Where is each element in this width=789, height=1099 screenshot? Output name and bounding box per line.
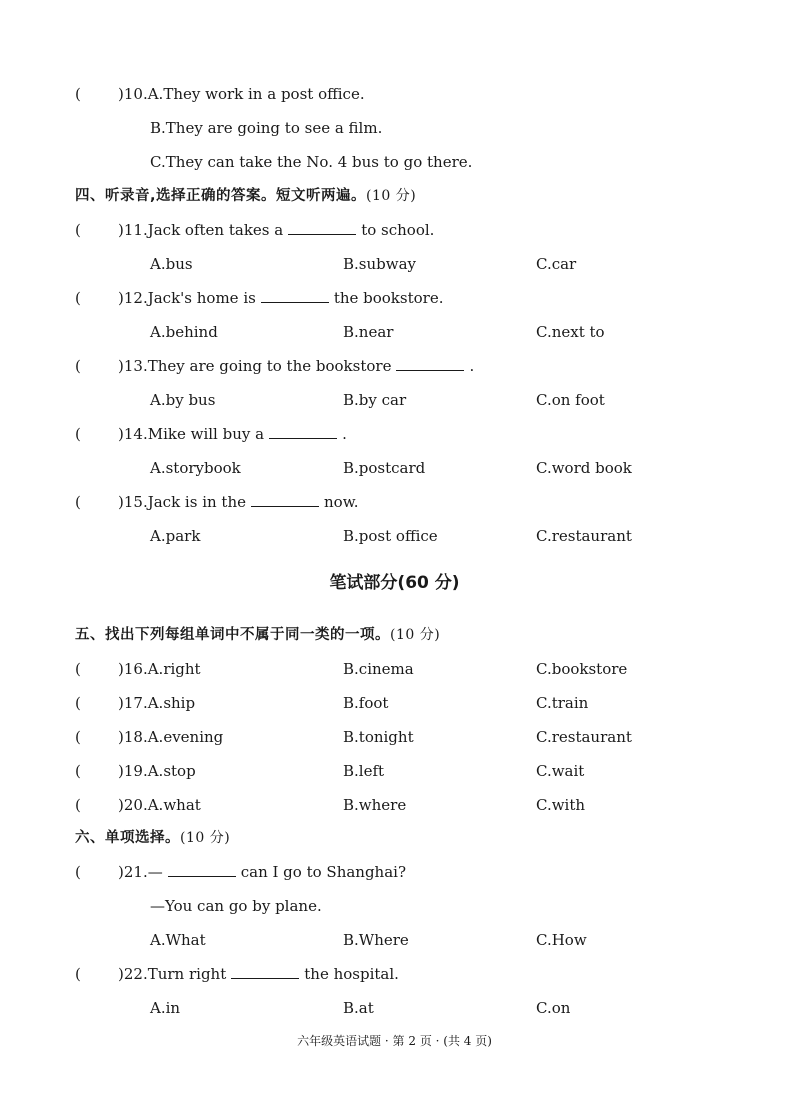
option-a: A.behind bbox=[150, 323, 218, 341]
fill-blank[interactable] bbox=[168, 862, 236, 877]
option-b: B.at bbox=[343, 999, 374, 1017]
option-c: C.restaurant bbox=[536, 527, 632, 545]
option-c: C.restaurant bbox=[536, 728, 632, 746]
option-a: A.ship bbox=[147, 694, 196, 712]
option-a: A.bus bbox=[150, 255, 193, 273]
answer-bracket[interactable]: ( bbox=[75, 660, 81, 678]
option-a: A.stop bbox=[147, 762, 196, 780]
question-14-options bbox=[0, 451, 789, 485]
section-4-heading: 四、听录音,选择正确的答案。短文听两遍。(10 分) bbox=[75, 188, 417, 204]
option-c: C.wait bbox=[536, 762, 585, 780]
section-6-heading: 六、单项选择。(10 分) bbox=[75, 830, 231, 846]
answer-bracket[interactable]: ( bbox=[75, 289, 81, 307]
option-c: C.word book bbox=[536, 459, 632, 477]
option-c: C.with bbox=[536, 796, 586, 814]
question-11: ( )11.Jack often takes a to school. bbox=[0, 213, 789, 247]
option-a: A.They work in a post office. bbox=[147, 85, 365, 103]
answer-bracket[interactable]: ( bbox=[75, 221, 81, 239]
fill-blank[interactable] bbox=[396, 356, 464, 371]
option-c: C.on foot bbox=[536, 391, 605, 409]
answer-bracket[interactable]: ( bbox=[75, 796, 81, 814]
fill-blank[interactable] bbox=[269, 424, 337, 439]
question-21: ( )21.— can I go to Shanghai? bbox=[0, 855, 789, 889]
option-c: C.train bbox=[536, 694, 589, 712]
question-number: )10. bbox=[118, 85, 148, 103]
option-b: B.post office bbox=[343, 527, 438, 545]
option-a: A.by bus bbox=[150, 391, 216, 409]
fill-blank[interactable] bbox=[261, 288, 329, 303]
option-a: A.what bbox=[147, 796, 201, 814]
option-b: B.postcard bbox=[343, 459, 426, 477]
option-b: B.subway bbox=[343, 255, 417, 273]
question-20: ( )20.A.what B.where C.with bbox=[0, 788, 789, 822]
question-19: ( )19.A.stop B.left C.wait bbox=[0, 754, 789, 788]
question-17: ( )17.A.ship B.foot C.train bbox=[0, 686, 789, 720]
option-a: A.evening bbox=[147, 728, 224, 746]
option-c: C.next to bbox=[536, 323, 605, 341]
question-22-options bbox=[0, 991, 789, 1025]
option-c: C.on bbox=[536, 999, 571, 1017]
answer-bracket[interactable]: ( bbox=[75, 965, 81, 983]
answer-bracket[interactable]: ( bbox=[75, 762, 81, 780]
answer-bracket[interactable]: ( bbox=[75, 728, 81, 746]
question-21-options bbox=[0, 923, 789, 957]
option-b: B.foot bbox=[343, 694, 389, 712]
option-a: A.storybook bbox=[150, 459, 241, 477]
option-a: A.What bbox=[150, 931, 206, 949]
question-15-options bbox=[0, 519, 789, 553]
question-12: ( )12.Jack's home is the bookstore. bbox=[0, 281, 789, 315]
option-b: B.left bbox=[343, 762, 385, 780]
option-c: C.How bbox=[536, 931, 587, 949]
fill-blank[interactable] bbox=[251, 492, 319, 507]
question-10 bbox=[0, 77, 789, 111]
option-b: B.by car bbox=[343, 391, 407, 409]
option-b: B.Where bbox=[343, 931, 409, 949]
question-18: ( )18.A.evening B.tonight C.restaurant bbox=[0, 720, 789, 754]
answer-bracket[interactable]: ( bbox=[75, 694, 81, 712]
option-c: C.car bbox=[536, 255, 577, 273]
section-5-heading: 五、找出下列每组单词中不属于同一类的一项。(10 分) bbox=[75, 627, 441, 643]
option-b: B.near bbox=[343, 323, 394, 341]
answer-bracket[interactable]: ( bbox=[75, 863, 81, 881]
question-21-reply: —You can go by plane. bbox=[150, 897, 322, 915]
question-10-option-c: C.They can take the No. 4 bus to go there. bbox=[150, 153, 473, 171]
page-footer: 六年级英语试题 · 第 2 页 · (共 4 页) bbox=[297, 1034, 492, 1048]
option-a: A.right bbox=[147, 660, 201, 678]
answer-bracket[interactable]: ( bbox=[75, 493, 81, 511]
question-10-option-b: B.They are going to see a film. bbox=[150, 119, 383, 137]
question-13-options bbox=[0, 383, 789, 417]
fill-blank[interactable] bbox=[288, 220, 356, 235]
option-b: B.where bbox=[343, 796, 407, 814]
question-12-options bbox=[0, 315, 789, 349]
question-15: ( )15.Jack is in the now. bbox=[0, 485, 789, 519]
question-16: ( )16.A.right B.cinema C.bookstore bbox=[0, 652, 789, 686]
option-c: C.bookstore bbox=[536, 660, 628, 678]
question-13: ( )13.They are going to the bookstore . bbox=[0, 349, 789, 383]
option-a: A.in bbox=[150, 999, 181, 1017]
written-part-title: 笔试部分(60 分) bbox=[329, 573, 460, 593]
answer-bracket[interactable]: ( bbox=[75, 357, 81, 375]
question-11-options bbox=[0, 247, 789, 281]
question-14: ( )14.Mike will buy a . bbox=[0, 417, 789, 451]
option-b: B.cinema bbox=[343, 660, 414, 678]
option-b: B.tonight bbox=[343, 728, 414, 746]
question-22: ( )22.Turn right the hospital. bbox=[0, 957, 789, 991]
fill-blank[interactable] bbox=[231, 964, 299, 979]
answer-bracket[interactable]: ( bbox=[75, 85, 81, 103]
option-a: A.park bbox=[150, 527, 201, 545]
answer-bracket[interactable]: ( bbox=[75, 425, 81, 443]
